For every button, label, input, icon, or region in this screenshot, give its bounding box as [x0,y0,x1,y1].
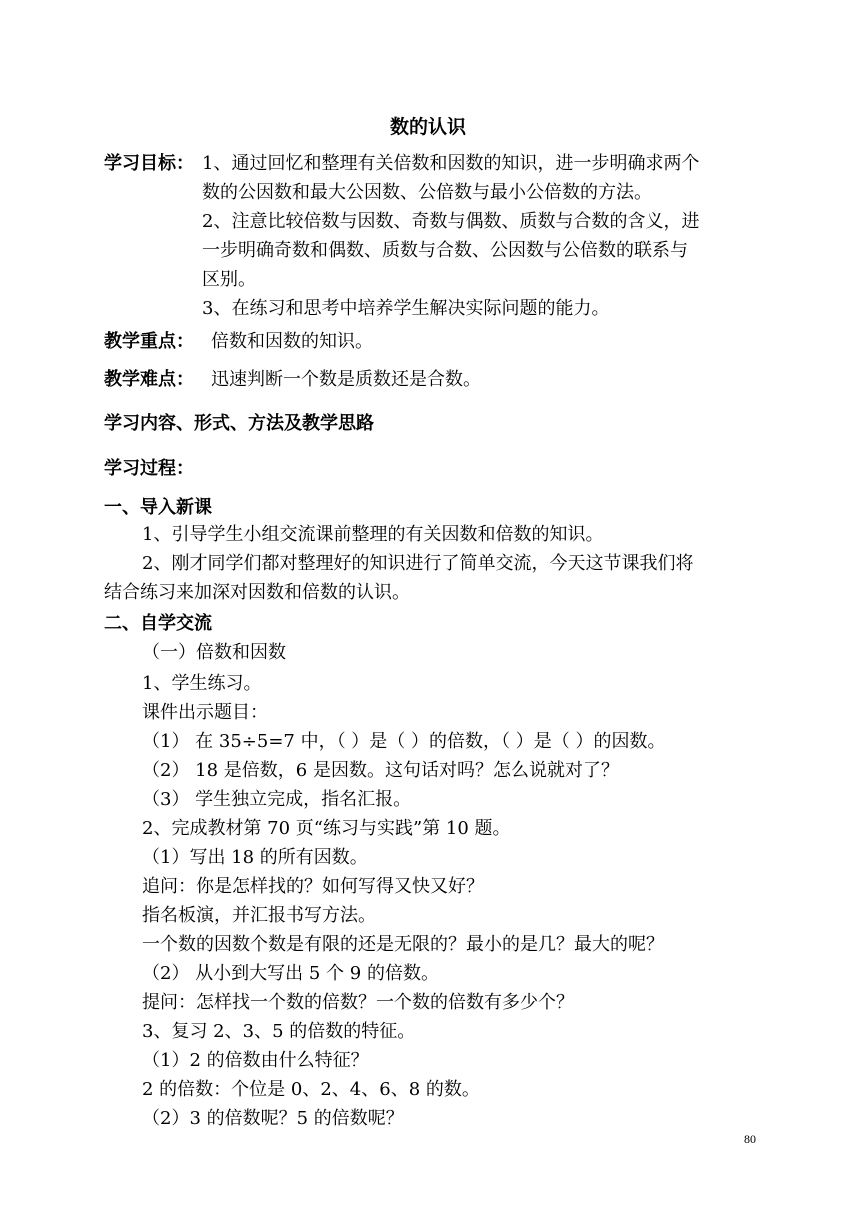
key-point-label: 教学重点： [104,331,194,352]
content-heading: 学习内容、形式、方法及教学思路 [104,413,374,434]
goal-2c: 区别。 [202,269,256,290]
section-2-line: （1）2 的倍数由什么特征？ [142,1050,369,1071]
section-2-line: 3、复习 2、3、5 的倍数的特征。 [142,1021,416,1042]
section-2-line: （2） 18 是倍数，6 是因数。这句话对吗？怎么说就对了？ [142,760,619,781]
section-2-heading: 二、自学交流 [104,613,212,634]
section-2-line: 1、学生练习。 [142,673,262,694]
section-2-line: 2、完成教材第 70 页“练习与实践”第 10 题。 [142,818,511,839]
goal-1a: 1、通过回忆和整理有关倍数和因数的知识，进一步明确求两个 [202,153,700,174]
section-1-paragraph-1: 1、引导学生小组交流课前整理的有关因数和倍数的知识。 [142,524,604,545]
goal-3: 3、在练习和思考中培养学生解决实际问题的能力。 [202,298,610,319]
section-2-line: 一个数的因数个数是有限的还是无限的？最小的是几？最大的呢？ [142,934,664,955]
process-heading: 学习过程： [104,458,194,479]
section-2-line: 提问：怎样找一个数的倍数？一个数的倍数有多少个？ [142,992,574,1013]
section-2-line: （2） 从小到大写出 5 个 9 的倍数。 [142,963,439,984]
section-2-line: 2 的倍数：个位是 0、2、4、6、8 的数。 [142,1079,480,1100]
goal-1b: 数的公因数和最大公因数、公倍数与最小公倍数的方法。 [202,182,652,203]
goal-2a: 2、注意比较倍数与因数、奇数与偶数、质数与合数的含义，进 [202,211,700,232]
section-2-line: （一）倍数和因数 [142,642,286,663]
section-1-heading: 一、导入新课 [104,497,212,518]
section-2-line: 指名板演，并汇报书写方法。 [142,905,376,926]
difficult-point-label: 教学难点： [104,369,194,390]
section-2-line: （2）3 的倍数呢？5 的倍数呢？ [142,1108,404,1129]
key-point-text: 倍数和因数的知识。 [211,331,373,352]
section-2-line: （1）写出 18 的所有因数。 [142,847,368,868]
page-title: 数的认识 [390,116,467,138]
section-2-line: （3） 学生独立完成，指名汇报。 [142,789,412,810]
section-2-line: 课件出示题目： [142,702,268,723]
section-1-paragraph-2: 2、刚才同学们都对整理好的知识进行了简单交流，今天这节课我们将 [142,553,694,574]
difficult-point-text: 迅速判断一个数是质数还是合数。 [211,369,481,390]
goals-label: 学习目标： [104,153,194,174]
section-2-line: （1） 在 35÷5=7 中，（ ）是（ ）的倍数，（ ）是（ ）的因数。 [142,731,666,752]
page-number: 80 [744,1132,756,1146]
section-2-line: 追问：你是怎样找的？如何写得又快又好？ [142,876,484,897]
goal-2b: 一步明确奇数和偶数、质数与合数、公因数与公倍数的联系与 [202,240,688,261]
section-1-paragraph-2-cont: 结合练习来加深对因数和倍数的认识。 [104,582,410,603]
